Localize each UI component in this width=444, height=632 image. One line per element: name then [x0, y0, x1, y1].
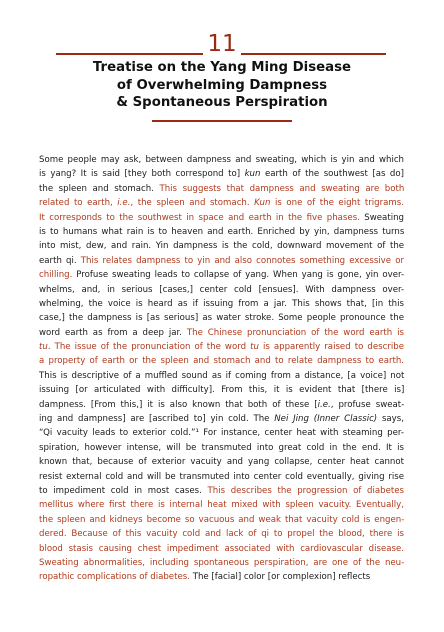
- body-text-segment: is yang? It is said [they both correspond to]: [39, 169, 245, 180]
- chapter-title-line: Treatise on the Yang Ming Disease: [92, 60, 352, 75]
- body-line: [39, 297, 404, 311]
- body-text: [39, 153, 404, 585]
- body-text-segment: to impediment cold in most cases.: [39, 485, 208, 496]
- commentary-text: blood stasis causing chest impediment associated with cardiovascular disease.: [39, 543, 404, 554]
- body-line: [39, 527, 404, 541]
- body-text-segment: known that, because of exterior vacuity and yang collapse, center heat cannot: [39, 457, 404, 468]
- body-text-segment: the spleen and stomach.: [39, 183, 160, 194]
- body-text-segment: resist external cold and will be transmuted into center cold eventually, giving rise: [39, 471, 405, 482]
- commentary-text: chilling.: [39, 270, 73, 281]
- body-text-segment: Nei Jing (Inner Classic): [274, 414, 378, 425]
- body-line: [39, 196, 404, 210]
- body-line: [39, 283, 404, 297]
- body-line: [39, 254, 404, 268]
- body-line: [39, 311, 404, 325]
- body-text-segment: whelms, and, in serious [cases,] center cold [ensues]. With dampness over-: [39, 284, 405, 295]
- body-line: [39, 542, 404, 556]
- body-text-segment: earth of the southwest [as do]: [260, 169, 404, 180]
- commentary-text: a property of earth or the spleen and stomach and to relate dampness to earth.: [39, 356, 405, 367]
- commentary-text: This relates dampness to yin and also connotes something excessive or: [80, 255, 404, 266]
- body-text-segment: case,] the dampness is [as serious] as water stroke. Some people pronounce the: [39, 313, 404, 324]
- body-text-segment: Profuse sweating leads to collapse of yang. When yang is gone, yin over-: [72, 270, 405, 281]
- commentary-text: , the spleen and stomach.: [130, 198, 255, 209]
- body-text-segment: i.e.: [317, 399, 331, 410]
- body-line: [39, 211, 404, 225]
- body-text-segment: Some people may ask, between dampness and sweating, which is yin and which: [39, 155, 404, 165]
- body-line: [39, 239, 404, 253]
- body-text-segment: earth qi.: [39, 255, 81, 266]
- commentary-text: related to earth,: [39, 198, 118, 209]
- body-line: [39, 455, 404, 469]
- commentary-text: is one of the eight trigrams.: [270, 198, 405, 209]
- commentary-text: tu: [250, 342, 259, 353]
- body-line: [39, 340, 404, 354]
- body-line: [39, 369, 404, 383]
- body-text-segment: Sweating: [359, 212, 404, 223]
- commentary-text: The Chinese pronunciation of the word earth is: [186, 327, 404, 338]
- body-line: [39, 484, 404, 498]
- chapter-header: [0, 30, 444, 60]
- body-text-segment: This is descriptive of a muffled sound as if coming from a distance, [a voice] not: [39, 370, 405, 381]
- commentary-text: This suggests that dampness and sweating are both: [159, 183, 405, 194]
- commentary-text: This describes the progression of diabetes: [207, 485, 404, 496]
- body-line: [39, 556, 404, 570]
- body-line: [39, 268, 404, 282]
- body-text-segment: into mist, dew, and rain. Yin dampness is the cold, downward movement of the: [39, 241, 405, 252]
- body-line: [39, 225, 404, 239]
- body-line: [39, 570, 404, 584]
- body-line: [39, 182, 404, 196]
- body-line: [39, 383, 404, 397]
- commentary-text: is apparently raised to describe: [258, 342, 404, 353]
- body-text-segment: spiration, however intense, will be transmuted into great cold in the end. It is: [39, 442, 404, 453]
- body-text-segment: issuing [or articulated with difficulty]. From this, it is evident that [there is]: [39, 385, 405, 396]
- body-text-segment: whelming, the voice is heard as if issuing from a jar. This shows that, [in this: [39, 298, 404, 309]
- body-line: [39, 513, 404, 527]
- chapter-title: [40, 59, 404, 112]
- chapter-title-line: & Spontaneous Perspiration: [116, 95, 328, 110]
- header-rule-left: [56, 53, 203, 55]
- body-text-segment: ing and dampness] are [ascribed to] yin cold. The: [39, 414, 275, 425]
- body-line: [39, 441, 404, 455]
- chapter-number: 11: [207, 31, 237, 57]
- body-text-segment: The [facial] color [or complexion] reflects: [189, 572, 371, 583]
- commentary-text: the spleen and kidneys become so vacuous and weak that vacuity cold is engen-: [39, 514, 405, 525]
- title-underline: [152, 120, 292, 122]
- commentary-text: Kun: [254, 198, 271, 209]
- commentary-text: mellitus where first there is internal heat mixed with spleen vacuity. Eventually,: [39, 500, 404, 511]
- chapter-title-line: of Overwhelming Dampness: [116, 77, 328, 93]
- body-text-segment: “Qi vacuity leads to exterior cold.”¹ For instance, center heat with steaming per-: [39, 428, 404, 439]
- body-text-segment: says,: [377, 414, 404, 425]
- body-line: [39, 326, 404, 340]
- body-line: [39, 426, 404, 440]
- commentary-text: dered. Because of this vacuity cold and lack of qi to propel the blood, there is: [39, 529, 404, 540]
- header-rule-right: [241, 53, 386, 55]
- commentary-text: tu: [39, 342, 48, 353]
- body-text-segment: , profuse sweat-: [330, 399, 405, 410]
- commentary-text: i.e.: [117, 198, 131, 209]
- body-line: [39, 498, 404, 512]
- body-line: [39, 167, 404, 181]
- commentary-text: ropathic complications of diabetes.: [39, 572, 190, 583]
- body-line: [39, 398, 404, 412]
- commentary-text: It corresponds to the southwest in space and earth in the five phases.: [39, 212, 360, 223]
- body-line: [39, 354, 404, 368]
- body-text-segment: word earth as from a deep jar.: [39, 327, 187, 338]
- body-text-segment: is to humans what rain is to heaven and earth. Enriched by yin, dampness turns: [39, 226, 405, 237]
- body-text-segment: dampness. [From this,] it is also known that both of these [: [39, 399, 318, 410]
- body-text-segment: kun: [244, 169, 261, 180]
- commentary-text: Sweating abnormalities, including spontaneous perspiration, are one of the neu-: [39, 557, 405, 568]
- commentary-text: . The issue of the pronunciation of the word: [47, 342, 251, 353]
- body-line: [39, 153, 404, 167]
- body-line: [39, 412, 404, 426]
- body-line: [39, 470, 404, 484]
